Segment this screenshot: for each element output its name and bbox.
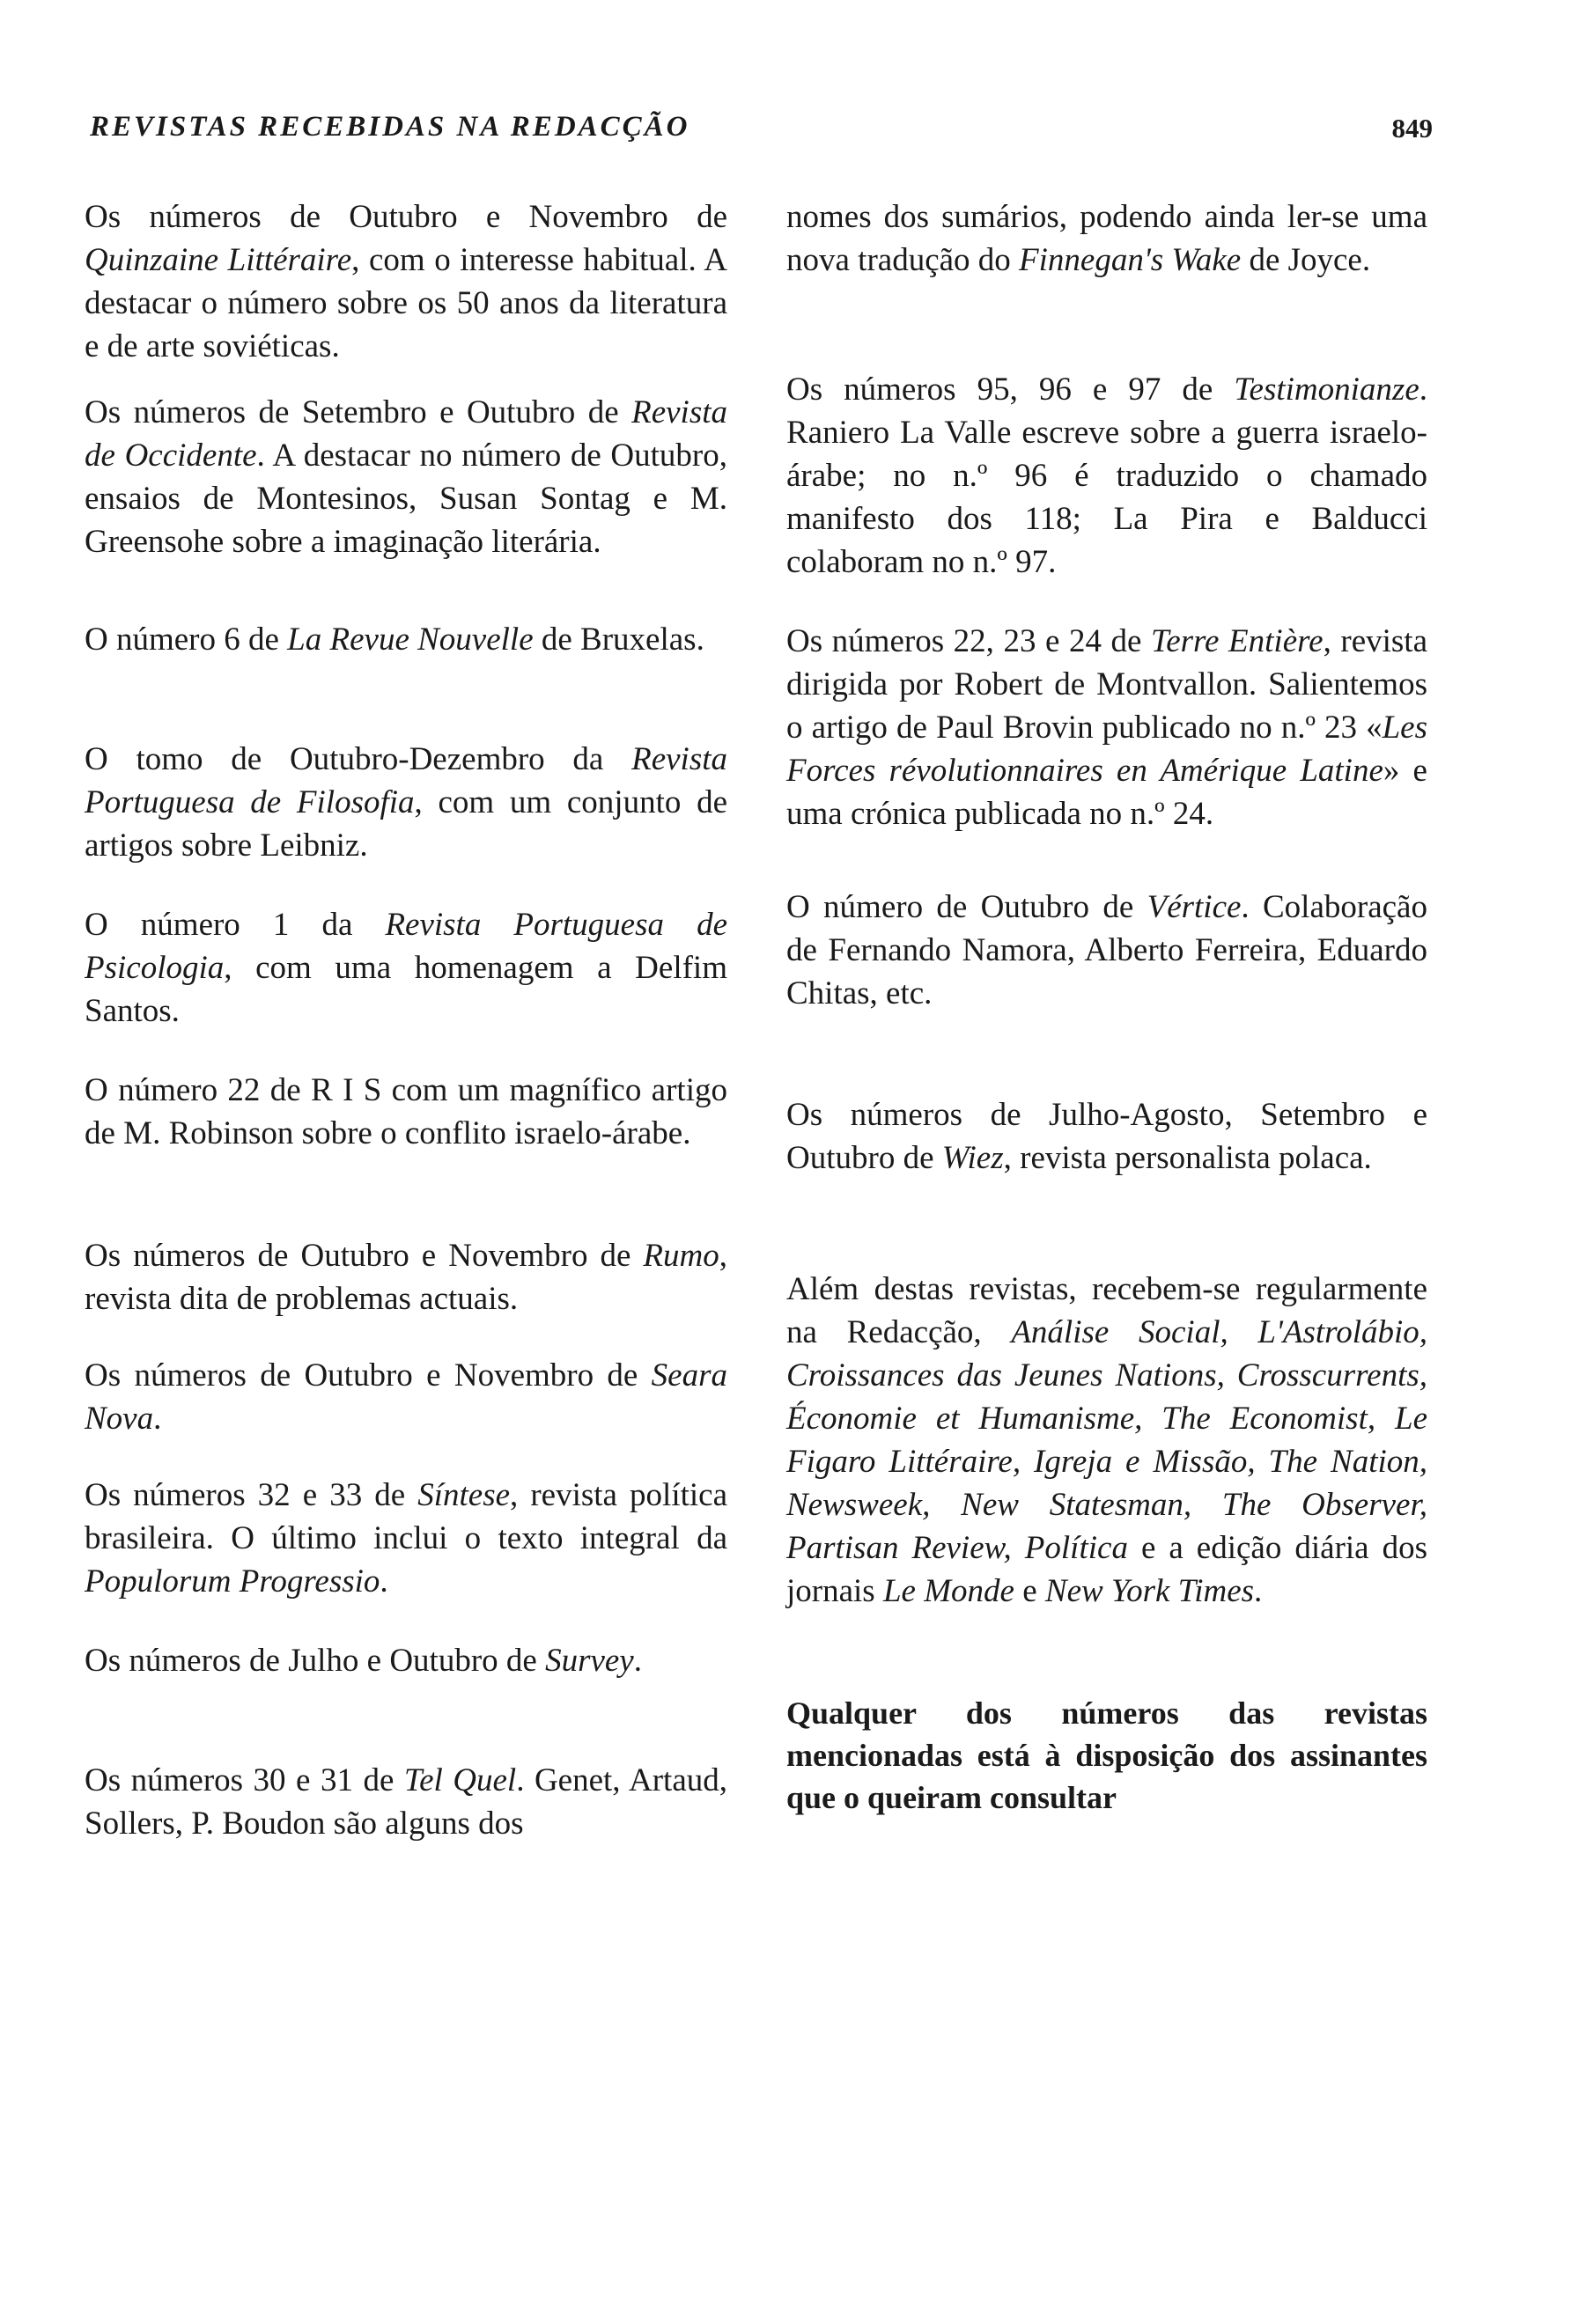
left-entry <box>85 391 727 563</box>
entry-text: Os números de Outubro e Novembro de <box>85 1357 652 1394</box>
italic-title: Le Monde <box>882 1573 1014 1609</box>
running-head: REVISTAS RECEBIDAS NA REDACÇÃO <box>90 111 690 143</box>
entry-text: . Raniero La Valle escreve sobre a guerra israelo-árabe; no n.º 96 é traduzido o chamado manifesto dos 118; La Pira e Balducci colaboram no n.º 97. <box>786 371 1427 580</box>
italic-title: Testimonianze <box>1234 371 1419 408</box>
entry-text: de Joyce. <box>1241 242 1371 278</box>
entry-text: Os números de Julho-Agosto, Setembro e Outubro de <box>786 1097 1427 1176</box>
right-entry <box>786 1093 1427 1180</box>
entry-text: . <box>633 1643 642 1679</box>
italic-title: Seara Nova <box>85 1357 727 1437</box>
italic-title: Populorum Progressio <box>85 1563 380 1600</box>
left-entry <box>85 1639 727 1682</box>
entry-text: . Colaboração de Fernando Namora, Alberto Ferreira, Eduardo Chitas, etc. <box>786 889 1427 1011</box>
entry-text: Os números 30 e 31 de <box>85 1762 404 1798</box>
entry-text: O tomo de Outubro-Dezembro da <box>85 741 632 777</box>
left-entry <box>85 1234 727 1320</box>
left-entry <box>85 618 727 661</box>
entry-text: . A destacar no número de Outubro, ensaios de Montesinos, Susan Sontag e M. Greensohe sobre a imaginação literária. <box>85 438 727 560</box>
entry-text: , com o interesse habitual. A destacar o número sobre os 50 anos da literatura e de arte soviéticas. <box>85 242 727 364</box>
entry-text: Os números de Setembro e Outubro de <box>85 394 632 430</box>
right-entry <box>786 886 1427 1015</box>
right-column <box>786 195 1427 1868</box>
italic-title: Revista Portuguesa de Psicologia <box>85 907 727 986</box>
entry-text: e <box>1014 1573 1045 1609</box>
right-entry <box>786 368 1427 584</box>
entry-text: Os números 32 e 33 de <box>85 1477 418 1513</box>
entry-text: e a edição diária dos jornais <box>786 1530 1427 1609</box>
entry-text: Os números de Julho e Outubro de <box>85 1643 546 1679</box>
left-entry <box>85 1759 727 1845</box>
entry-text: O número 22 de R I S com um magnífico artigo de M. Robinson sobre o conflito israelo-árabe. <box>85 1072 727 1151</box>
left-column <box>85 195 727 1868</box>
italic-title: Tel Quel <box>403 1762 517 1798</box>
page-number: 849 <box>1391 113 1433 143</box>
italic-title: Wiez <box>941 1140 1004 1176</box>
entry-text: » e uma crónica publicada no n.º 24. <box>786 753 1427 832</box>
entry-text: , revista dita de problemas actuais. <box>85 1238 727 1317</box>
entry-text: O número de Outubro de <box>786 889 1147 925</box>
entry-text: Os números de Outubro e Novembro de <box>85 1238 644 1274</box>
entry-text: Os números 95, 96 e 97 de <box>786 371 1235 408</box>
entry-text: , com um conjunto de artigos sobre Leibniz. <box>85 784 727 864</box>
entry-text: O número 1 da <box>85 907 386 943</box>
right-entry <box>786 195 1427 282</box>
left-entry <box>85 1354 727 1440</box>
left-entry <box>85 738 727 867</box>
italic-title: La Revue Nouvelle <box>287 621 534 658</box>
entry-text: Os números 22, 23 e 24 de <box>786 623 1152 659</box>
italic-title: Survey <box>545 1643 634 1679</box>
entry-text: nomes dos sumários, podendo ainda ler-se uma nova tradução do <box>786 199 1427 278</box>
entry-text: , revista personalista polaca. <box>1003 1140 1372 1176</box>
entry-text: . <box>380 1563 388 1600</box>
italic-title: Terre Entière <box>1151 623 1324 659</box>
left-entry <box>85 195 727 368</box>
italic-title: Vértice <box>1147 889 1242 925</box>
entry-text: O número 6 de <box>85 621 288 658</box>
entry-text: , revista política brasileira. O último inclui o texto integral da <box>85 1477 727 1556</box>
right-entry <box>786 1268 1427 1613</box>
italic-title: Síntese <box>417 1477 511 1513</box>
italic-title: New York Times <box>1044 1573 1255 1609</box>
left-entry <box>85 903 727 1033</box>
entry-text: . <box>153 1401 162 1437</box>
left-entry <box>85 1474 727 1603</box>
entry-text: de Bruxelas. <box>533 621 704 658</box>
italic-title: Quinzaine Littéraire <box>85 242 352 278</box>
entry-text: Além destas revistas, recebem-se regularmente na Redacção, <box>786 1271 1427 1350</box>
left-entry <box>85 1069 727 1155</box>
availability-notice: Qualquer dos números das revistas mencionadas está à disposição dos assinantes que o queiram consultar <box>786 1695 1427 1815</box>
entry-text: . <box>1254 1573 1263 1609</box>
italic-title: Rumo <box>643 1238 719 1274</box>
italic-title: Revista Portuguesa de Filosofia <box>85 741 727 820</box>
italic-title: Finnegan's Wake <box>1019 242 1242 278</box>
entry-text: , com uma homenagem a Delfim Santos. <box>85 950 727 1029</box>
italic-title: Les Forces révolutionnaires en Amérique Latine <box>786 710 1427 789</box>
entry-text: . Genet, Artaud, Sollers, P. Boudon são alguns dos <box>85 1762 727 1842</box>
italic-title: Revista de Occidente <box>85 394 727 474</box>
entry-text: , revista dirigida por Robert de Montvallon. Salientemos o artigo de Paul Brovin publicado no n.º 23 « <box>786 623 1428 746</box>
right-entry <box>786 620 1427 835</box>
italic-title: Análise Social, L'Astrolábio, Croissances das Jeunes Nations, Crosscurrents, Économie et Humanisme, The Economist, Le Figaro Littéraire, Igreja e Missão, The Nation, Newsweek, New Statesman, The Observer, Partisan Review, Política <box>786 1314 1427 1566</box>
entry-text: Os números de Outubro e Novembro de <box>85 199 727 235</box>
